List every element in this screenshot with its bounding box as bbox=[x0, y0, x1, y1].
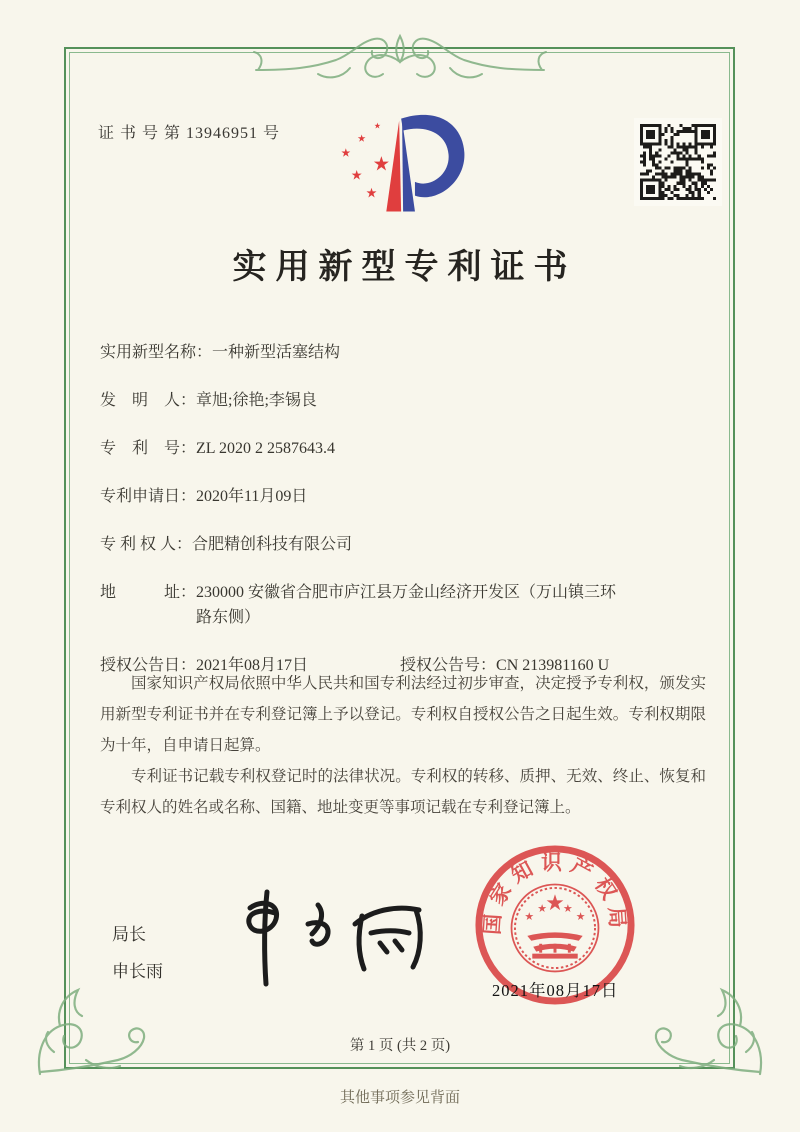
certificate-fields bbox=[100, 340, 708, 701]
seal-emblem-gate bbox=[527, 932, 582, 958]
field-row-address bbox=[100, 580, 708, 630]
field-row-patent-number bbox=[100, 436, 708, 461]
field-label: 实用新型名称： bbox=[100, 344, 213, 361]
back-side-note: 其他事项参见背面 bbox=[339, 1090, 460, 1106]
field-row-patentee bbox=[100, 532, 708, 557]
commissioner-title: 局长 bbox=[112, 925, 146, 944]
field-value: ZL 2020 2 2587643.4 bbox=[196, 440, 335, 457]
field-value: 合肥精创科技有限公司 bbox=[192, 536, 353, 553]
field-label: 发 明 人： bbox=[100, 392, 197, 409]
svg-text:★: ★ bbox=[545, 891, 565, 917]
field-row-utility-name bbox=[100, 340, 708, 365]
svg-text:★: ★ bbox=[575, 910, 586, 924]
svg-text:★: ★ bbox=[562, 902, 573, 916]
field-value: 章旭;徐艳;李锡良 bbox=[196, 392, 317, 409]
grant-number-value: CN 213981160 U bbox=[496, 657, 610, 674]
field-value: 2020年11月09日 bbox=[196, 488, 308, 505]
seal-emblem-stars bbox=[524, 891, 585, 923]
legal-paragraph-1: 国家知识产权局依照中华人民共和国专利法经过初步审查，决定授予专利权，颁发实用新型专利证书并在专利登记簿上予以登记。专利权自授权公告之日起生效。专利权期限为十年，自申请日起算。 bbox=[100, 675, 706, 754]
signature bbox=[222, 880, 432, 988]
page-number: 第 1 页 (共 2 页) bbox=[349, 1038, 451, 1054]
seal-date: 2021年08月17日 bbox=[492, 981, 619, 1000]
legal-text bbox=[100, 668, 706, 823]
grant-date-value: 2021年08月17日 bbox=[196, 657, 309, 674]
svg-text:★: ★ bbox=[524, 910, 535, 924]
legal-paragraph-2: 专利证书记载专利权登记时的法律状况。专利权的转移、质押、无效、终止、恢复和专利权人的姓名或名称、国籍、地址变更等事项记载在专利登记簿上。 bbox=[100, 768, 706, 816]
cnipa-logo-icon bbox=[332, 104, 490, 236]
qr-code bbox=[634, 118, 722, 206]
signoff-block bbox=[112, 916, 163, 990]
field-label: 专 利 权 人： bbox=[100, 536, 193, 553]
field-label: 专 利 号： bbox=[100, 440, 197, 457]
field-label: 专利申请日： bbox=[100, 488, 197, 505]
commissioner-name: 申长雨 bbox=[112, 962, 163, 981]
svg-text:★: ★ bbox=[537, 902, 548, 916]
field-row-filing-date bbox=[100, 484, 708, 509]
grant-number-label: 授权公告号： bbox=[400, 657, 497, 674]
field-label: 地 址： bbox=[100, 584, 197, 601]
field-value: 230000 安徽省合肥市庐江县万金山经济开发区（万山镇三环路东侧） bbox=[196, 584, 617, 626]
grant-date-label: 授权公告日： bbox=[100, 657, 197, 674]
field-row-inventors bbox=[100, 388, 708, 413]
certificate-title: 实用新型专利证书 bbox=[232, 249, 577, 286]
seal-ring-text: 国家知识产权局 bbox=[481, 852, 629, 936]
field-value: 一种新型活塞结构 bbox=[212, 344, 341, 361]
certificate-number: 证 书 号 第 13946951 号 bbox=[98, 125, 281, 142]
